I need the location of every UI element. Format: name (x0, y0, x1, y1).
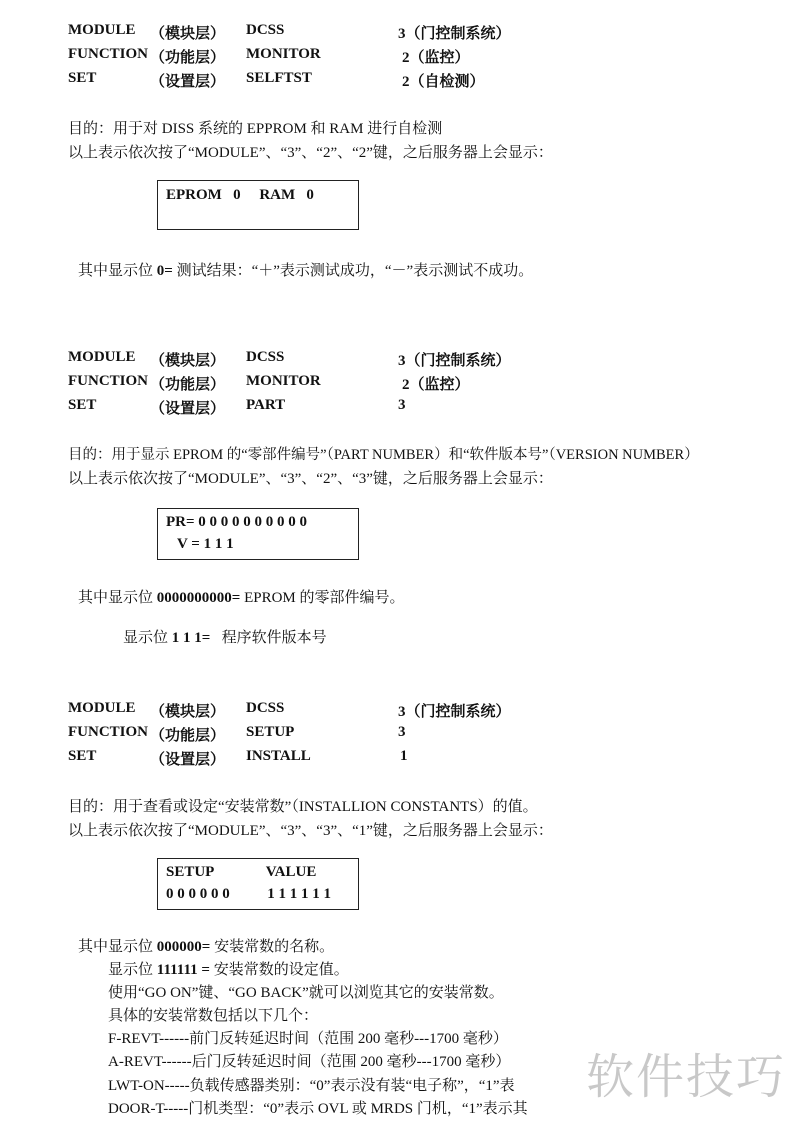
note-line (108, 958, 349, 979)
header-set-key: SET (68, 397, 97, 413)
note-bold: 000000= (156, 939, 211, 955)
note-bold: 1 1 1= (171, 630, 211, 646)
header-set-name: SELFTST (246, 70, 312, 86)
note-line (78, 259, 533, 280)
header-set-name: INSTALL (246, 748, 311, 764)
display-line: SETUP VALUE (166, 864, 317, 880)
note-text: 显示位 (108, 962, 157, 978)
note-text: 显示位 (123, 630, 172, 646)
purpose-text: 目的：用于显示 EPROM 的“零部件编号”（PART NUMBER）和“软件版本号”（VERSION NUMBER） (68, 447, 699, 463)
keys-text: 以上表示依次按了“MODULE”、“3”、“3”、“1”键，之后服务器上会显示： (68, 823, 553, 839)
header-module-layer: （模块层） (150, 353, 226, 369)
header-module-key: MODULE (68, 22, 136, 38)
header-function-layer: （功能层） (150, 377, 226, 393)
header-module-value: 3（门控制系统） (398, 26, 511, 42)
header-module-name: DCSS (246, 700, 285, 716)
note-line (108, 609, 327, 664)
note-bold: 111111 = (156, 962, 210, 978)
header-function-key: FUNCTION (68, 724, 149, 740)
header-set-layer: （设置层） (150, 74, 226, 90)
note-bold: 0000000000= (156, 590, 241, 606)
header-set-value: 3 (398, 397, 406, 413)
header-module-key: MODULE (68, 700, 136, 716)
note-line: 具体的安装常数包括以下几个： (108, 1008, 319, 1024)
header-function-value: 2（监控） (402, 377, 470, 393)
header-function-name: SETUP (246, 724, 295, 740)
note-line (78, 935, 334, 956)
header-set-value: 1 (400, 748, 408, 764)
header-function-value: 3 (398, 724, 406, 740)
note-text: 其中显示位 (78, 590, 157, 606)
header-set-key: SET (68, 70, 97, 86)
header-module-key: MODULE (68, 349, 136, 365)
note-line: A-REVT------后门反转延迟时间（范围 200 毫秒---1700 毫秒） (108, 1054, 511, 1070)
header-function-key: FUNCTION (68, 373, 149, 389)
header-function-key: FUNCTION (68, 46, 149, 62)
note-line: 使用“GO ON”键、“GO BACK”就可以浏览其它的安装常数。 (108, 985, 504, 1001)
display-line: 0 0 0 0 0 0 1 1 1 1 1 1 (166, 886, 331, 902)
display-line: EPROM 0 RAM 0 (166, 187, 314, 203)
note-text: 程序软件版本号 (210, 630, 327, 646)
note-text: 其中显示位 (78, 263, 157, 279)
note-line: LWT-ON-----负载传感器类别：“0”表示没有装“电子称”，“1”表 (108, 1078, 515, 1094)
header-set-name: PART (246, 397, 286, 413)
header-module-name: DCSS (246, 349, 285, 365)
watermark-logo: 软件技巧 (585, 1049, 786, 1105)
display-line: V = 1 1 1 (166, 536, 234, 552)
header-function-name: MONITOR (246, 46, 321, 62)
header-function-layer: （功能层） (150, 728, 226, 744)
note-text: 测试结果：“＋”表示测试成功，“－”表示测试不成功。 (172, 263, 534, 279)
note-line: F-REVT------前门反转延迟时间（范围 200 毫秒---1700 毫秒） (108, 1031, 508, 1047)
note-text: EPROM 的零部件编号。 (240, 590, 405, 606)
note-text: 安装常数的设定值。 (209, 962, 349, 978)
header-module-layer: （模块层） (150, 26, 226, 42)
display-box (157, 180, 359, 230)
header-set-layer: （设置层） (150, 752, 226, 768)
note-bold: 0= (156, 263, 173, 279)
display-box (157, 508, 359, 560)
header-function-name: MONITOR (246, 373, 321, 389)
note-text: 其中显示位 (78, 939, 157, 955)
header-module-layer: （模块层） (150, 704, 226, 720)
note-text: 安装常数的名称。 (210, 939, 335, 955)
purpose-text: 目的：用于查看或设定“安装常数”（INSTALLION CONSTANTS）的值。 (68, 799, 538, 815)
header-function-layer: （功能层） (150, 50, 226, 66)
keys-text: 以上表示依次按了“MODULE”、“3”、“2”、“3”键，之后服务器上会显示： (68, 471, 553, 487)
header-module-name: DCSS (246, 22, 285, 38)
header-set-key: SET (68, 748, 97, 764)
keys-text: 以上表示依次按了“MODULE”、“3”、“2”、“2”键，之后服务器上会显示： (68, 145, 553, 161)
header-module-value: 3（门控制系统） (398, 353, 511, 369)
note-line: DOOR-T-----门机类型：“0”表示 OVL 或 MRDS 门机，“1”表示其 (108, 1101, 528, 1117)
header-function-value: 2（监控） (402, 50, 470, 66)
note-line (78, 586, 405, 607)
header-set-layer: （设置层） (150, 401, 226, 417)
display-line: PR= 0 0 0 0 0 0 0 0 0 0 (166, 514, 308, 530)
header-module-value: 3（门控制系统） (398, 704, 511, 720)
purpose-text: 目的：用于对 DISS 系统的 EPPROM 和 RAM 进行自检测 (68, 121, 443, 137)
header-set-value: 2（自检测） (402, 74, 485, 90)
display-box (157, 858, 359, 910)
